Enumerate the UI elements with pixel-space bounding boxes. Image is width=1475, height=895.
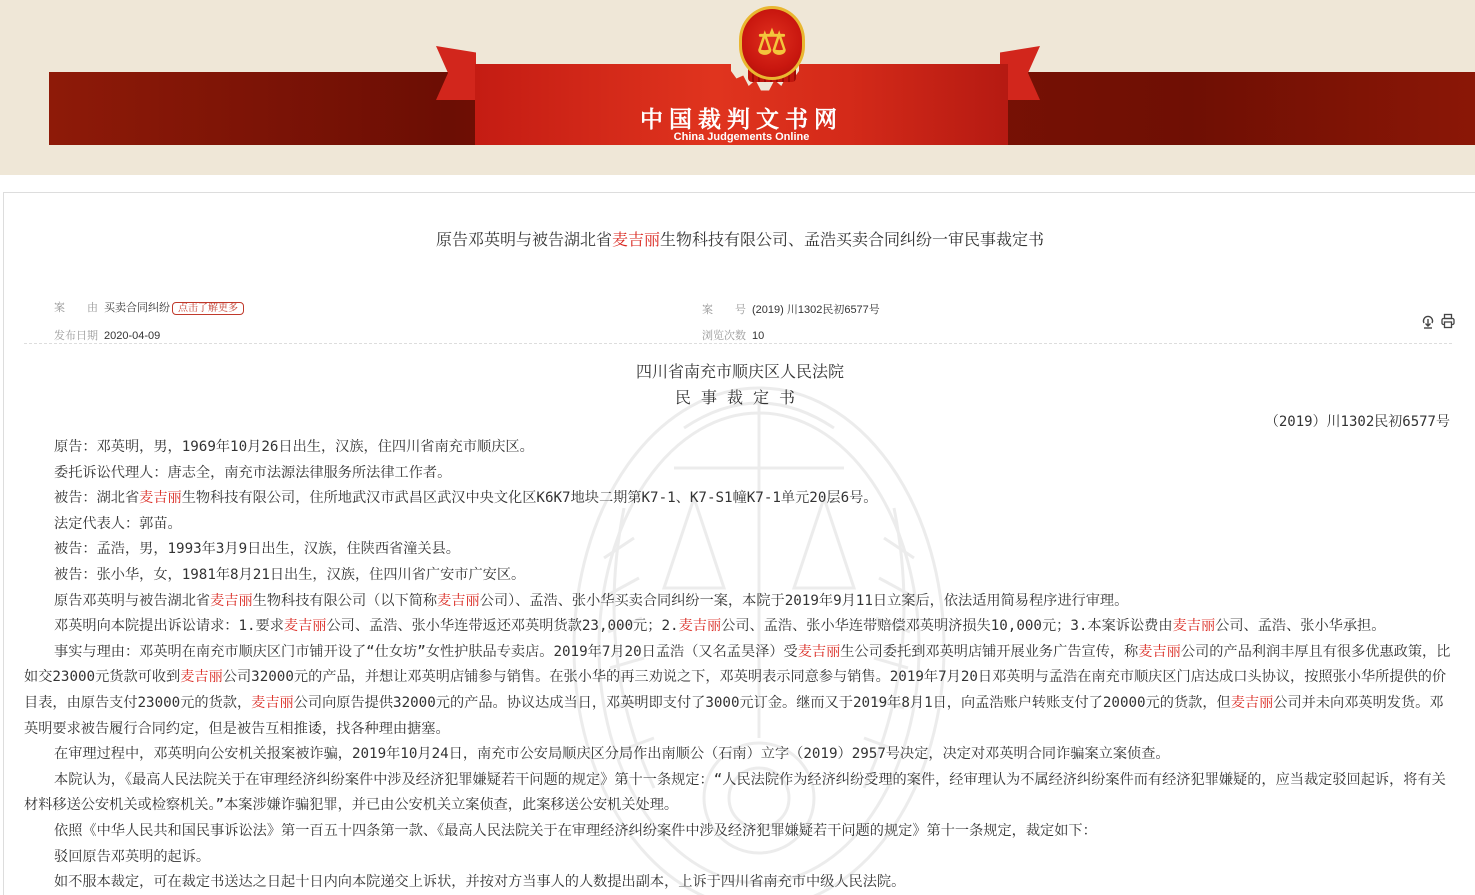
highlight-term: 麦吉丽: [1230, 694, 1274, 711]
highlight-term: 麦吉丽: [139, 490, 182, 507]
paragraph-claims: [24, 614, 1454, 640]
paragraph-text: 原告邓英明与被告湖北省: [54, 592, 211, 609]
paragraph-defendant-menghao: [24, 537, 1454, 563]
site-header: [0, 0, 1475, 175]
paragraph-text: 公司、孟浩、张小华承担。: [1215, 618, 1386, 635]
case-cause-value: 买卖合同纠纷: [104, 302, 170, 314]
court-name: 四川省南充市顺庆区人民法院: [635, 362, 844, 381]
paragraph-legal-rep: [24, 512, 1454, 538]
paragraph-text: 事实与理由：邓英明在南充市顺庆区门市铺开设了“仕女坊”女性护肤品专卖店。2019年7月20日孟浩（又名孟昊泽）受: [54, 643, 798, 660]
document-card: [3, 192, 1475, 895]
paragraph-text: 生物科技有限公司（以下简称: [252, 592, 438, 609]
views-row: [702, 327, 764, 343]
highlight-term: 麦吉丽: [210, 592, 253, 609]
case-number-row: [702, 301, 880, 317]
paragraph-text: 公司的产品利润丰厚且有很多优惠政策，比如交23000元货款可收到: [24, 643, 1451, 686]
paragraph-text: 被告：孟浩，男，1993年3月9日出生，汉族，住陕西省潼关县。: [54, 541, 460, 558]
paragraph-text: 本院认为，《最高人民法院关于在审理经济纠纷案件中涉及经济犯罪嫌疑若干问题的规定》第十一条规定：“人民法院作为经济纠纷受理的案件，经审理认为不属经济纠纷案件而有经济犯罪嫌疑的，应当裁定驳回起诉，将有关材料移送公安机关或检察机关。”本案涉嫌诈骗犯罪，并已由公安机关立案侦查，此案移送公安机关处理。: [24, 771, 1446, 814]
highlight-term: 麦吉丽: [611, 230, 660, 249]
paragraph-text: 依照《中华人民共和国民事诉讼法》第一百五十四条第一款、《最高人民法院关于在审理经济纠纷案件中涉及经济犯罪嫌疑若干问题的规定》第十一条规定，裁定如下：: [54, 822, 1097, 839]
document-case-number: （2019）川1302民初6577号: [1264, 414, 1450, 430]
paragraph-text: 在审理过程中，邓英明向公安机关报案被诈骗，2019年10月24日，南充市公安局顺庆区分局作出南顺公（石南）立字（2019）2957号决定，决定对邓英明合同诈骗案立案侦查。: [54, 746, 1170, 763]
highlight-term: 麦吉丽: [180, 669, 223, 686]
paragraph-text: 公司并未向邓英明发货。邓英明要求被告履行合同约定，但是被告互相推诿，找各种理由搪塞。: [24, 694, 1444, 737]
highlight-term: 麦吉丽: [1172, 618, 1216, 635]
scales-icon: ⚖: [756, 23, 788, 63]
paragraph-text: 被告：张小华，女，1981年8月21日出生，汉族，住四川省广安市广安区。: [54, 566, 526, 583]
paragraph-defendant-company: [24, 486, 1454, 512]
publish-date-value: 2020-04-09: [104, 330, 161, 342]
court-emblem-icon[interactable]: [739, 6, 805, 80]
publish-date-label: 发布日期: [54, 330, 98, 342]
paragraph-text: 公司32000元的产品，并想让邓英明店铺参与销售。在张小华的再三劝说之下，邓英明表示同意参与销售。2019年7月20日邓英明与孟浩在南充市顺庆区门店达成口头协议，按照张小华所提供的价目表，由原告支付23000元的货款，: [24, 669, 1447, 711]
case-cause-row: [54, 299, 244, 315]
paragraph-appeal: [24, 870, 1454, 895]
document-body: [24, 435, 1454, 895]
highlight-term: 麦吉丽: [283, 618, 327, 635]
highlight-term: 麦吉丽: [678, 618, 722, 635]
download-icon[interactable]: [1420, 313, 1436, 329]
paragraph-text: 被告：湖北省: [54, 490, 140, 507]
site-title[interactable]: 中国裁判文书网: [640, 107, 843, 133]
document-type: 民事裁定书: [674, 388, 805, 407]
case-number-value: (2019) 川1302民初6577号: [752, 304, 880, 316]
case-cause-label: 案 由: [54, 302, 98, 314]
paragraph-text: 公司）、孟浩、张小华买卖合同纠纷一案，本院于2019年9月11日立案后，依法适用简易程序进行审理。: [479, 592, 1129, 609]
paragraph-text: 如不服本裁定，可在裁定书送达之日起十日内向本院递交上诉状，并按对方当事人的人数提出副本，上诉于四川省南充市中级人民法院。: [54, 874, 906, 891]
paragraph-plaintiff: [24, 435, 1454, 461]
paragraph-legal-basis: [24, 819, 1454, 845]
paragraph-text: 公司、孟浩、张小华连带赔偿邓英明济损失10,000元；3.本案诉讼费由: [721, 618, 1173, 635]
views-label: 浏览次数: [702, 330, 746, 342]
paragraph-text: 法定代表人：郭苗。: [54, 515, 182, 532]
paragraph-ruling: [24, 845, 1454, 871]
document-title: 原告邓英明与被告湖北省麦吉丽生物科技有限公司、孟浩买卖合同纠纷一审民事裁定书: [435, 230, 1045, 249]
paragraph-text: 公司、孟浩、张小华连带返还邓英明货款23,000元；2.: [326, 618, 679, 635]
paragraph-text: 生公司委托到邓英明店铺开展业务广告宣传，称: [840, 643, 1139, 660]
paragraph-case-filing: [24, 589, 1454, 615]
paragraph-defendant-zhangxiaohua: [24, 563, 1454, 589]
print-icon[interactable]: [1440, 313, 1456, 329]
highlight-term: 麦吉丽: [437, 592, 480, 609]
paragraph-text: 公司向原告提供32000元的产品。协议达成当日，邓英明即支付了3000元订金。继而又于2019年8月1日，向孟浩账户转账支付了20000元的货款，但: [293, 694, 1231, 711]
paragraph-text: 生物科技有限公司，住所地武汉市武昌区武汉中央文化区K6K7地块二期第K7-1、K7-S1幢K7-1单元20层6号。: [181, 490, 878, 507]
site-subtitle: China Judgements Online: [673, 131, 810, 143]
meta-divider: [24, 343, 1452, 344]
document-actions: [1420, 313, 1456, 329]
highlight-term: 麦吉丽: [1138, 643, 1181, 660]
paragraph-agent: [24, 461, 1454, 487]
case-number-label: 案 号: [702, 304, 746, 316]
paragraph-facts: [24, 640, 1454, 742]
paragraph-text: 委托诉讼代理人：唐志全，南充市法源法律服务所法律工作者。: [54, 464, 452, 481]
views-value: 10: [752, 330, 765, 342]
highlight-term: 麦吉丽: [797, 643, 841, 660]
publish-date-row: [54, 327, 160, 343]
paragraph-text: 邓英明向本院提出诉讼请求：1.要求: [54, 618, 284, 635]
paragraph-text: 驳回原告邓英明的起诉。: [54, 848, 211, 865]
learn-more-tag[interactable]: 点击了解更多: [172, 302, 244, 315]
paragraph-court-opinion: [24, 768, 1454, 819]
paragraph-trial-process: [24, 742, 1454, 768]
paragraph-text: 原告：邓英明，男，1969年10月26日出生，汉族，住四川省南充市顺庆区。: [54, 439, 534, 455]
highlight-term: 麦吉丽: [251, 694, 294, 711]
